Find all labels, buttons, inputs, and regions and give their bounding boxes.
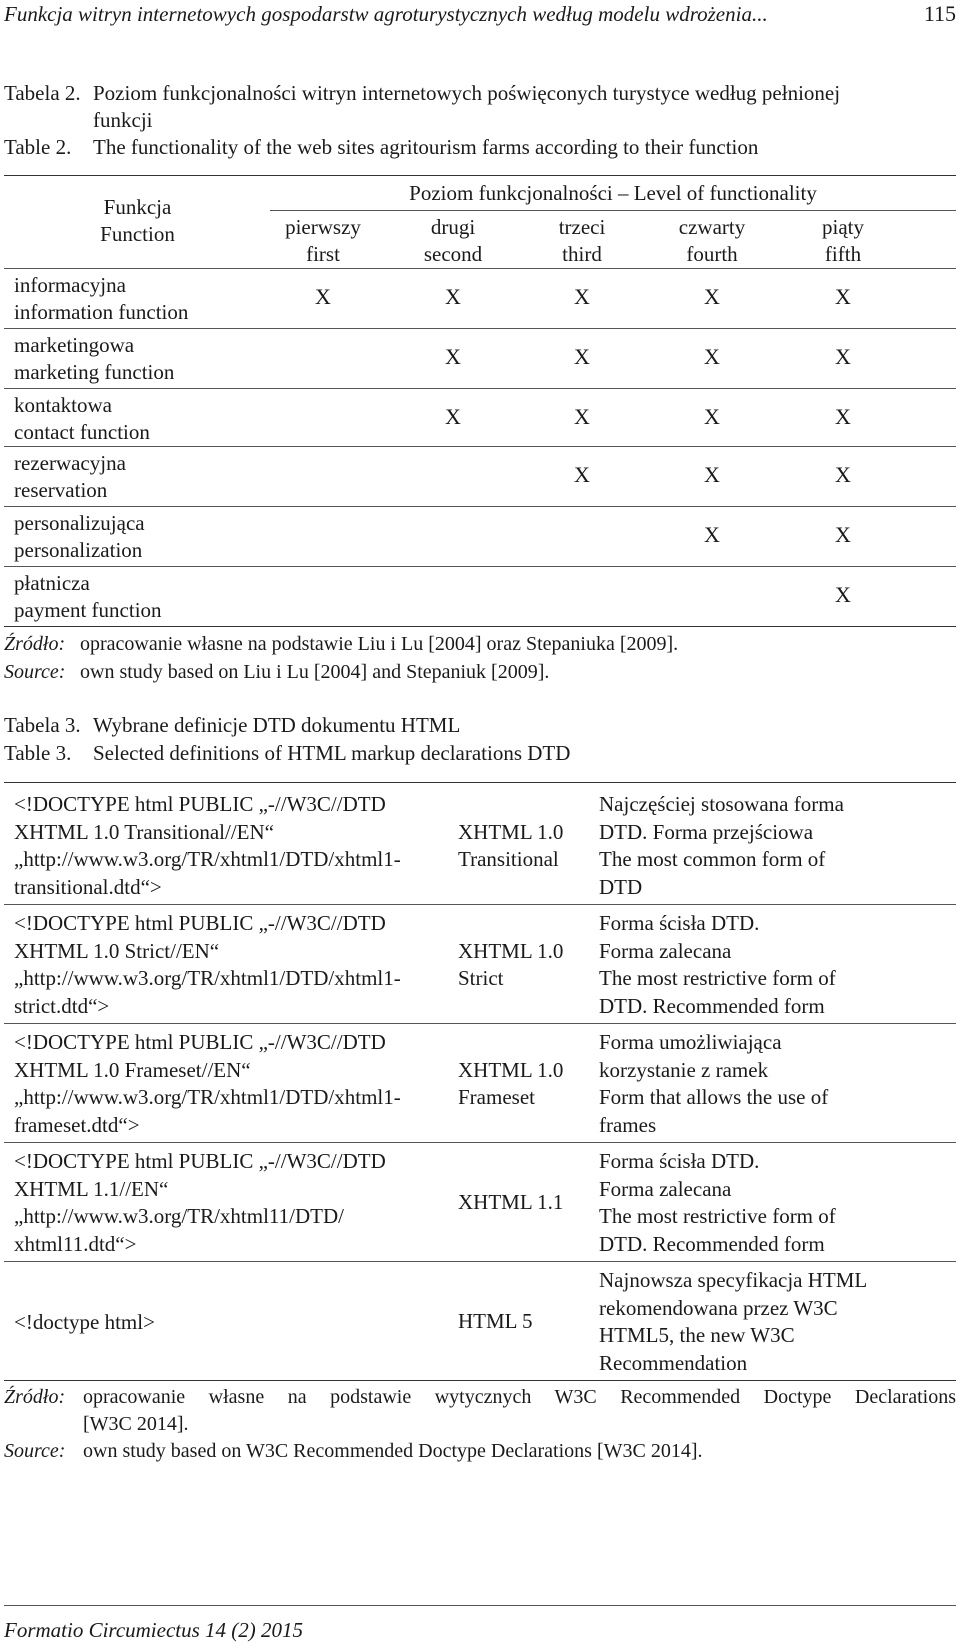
table2-row-rule bbox=[4, 328, 956, 329]
running-header bbox=[4, 0, 956, 30]
table2-level-1-en: first bbox=[306, 242, 340, 266]
table2-function-header-en: Function bbox=[100, 222, 175, 246]
table2-row-3-label-pl: kontaktowa bbox=[14, 393, 112, 417]
table3-row-5-version: HTML 5 bbox=[458, 1309, 533, 1334]
table3-caption-en: Selected definitions of HTML markup declarations DTD bbox=[93, 741, 571, 765]
table2-mark: X bbox=[704, 344, 720, 369]
table3-row-2-version: XHTML 1.0 bbox=[458, 938, 564, 963]
table2-mark: X bbox=[835, 522, 851, 547]
table2-caption-pl-label: Tabela 2. bbox=[4, 81, 81, 105]
table3-row-5-description: rekomendowana przez W3C bbox=[599, 1295, 838, 1320]
table2-mark: X bbox=[574, 344, 590, 369]
table3-row-3-version: Frameset bbox=[458, 1085, 535, 1109]
table2-header-rule bbox=[4, 268, 956, 269]
table2-mark: X bbox=[315, 284, 331, 309]
table2-caption-pl-line1: Poziom funkcjonalności witryn internetowych poświęconych turystyce według pełnionej bbox=[93, 81, 841, 105]
table2-level-2-en: second bbox=[423, 242, 483, 266]
table2-mark: X bbox=[704, 462, 720, 487]
table3-row-2-description: Forma ścisła DTD. bbox=[599, 911, 760, 935]
table3-source-en-label: Source: bbox=[4, 1440, 66, 1462]
table3-row-2-declaration: <!DOCTYPE html PUBLIC „-//W3C//DTD bbox=[14, 911, 386, 935]
footer-rule bbox=[4, 1605, 956, 1606]
table2-mark: X bbox=[574, 284, 590, 309]
table3-row-1-version: Transitional bbox=[458, 847, 559, 871]
table3-row-1-description: DTD bbox=[599, 874, 643, 899]
table2-row-1-label-pl: informacyjna bbox=[14, 273, 126, 297]
table3-row-2-declaration: strict.dtd“> bbox=[14, 993, 110, 1018]
table2-source-pl: opracowanie własne na podstawie Liu i Lu [2004] oraz Stepaniuka [2009]. bbox=[80, 633, 679, 655]
table3-row-3-description: korzystanie z ramek bbox=[599, 1057, 769, 1082]
table2-mark: X bbox=[835, 344, 851, 369]
table3-row-1-declaration: XHTML 1.0 Transitional//EN“ bbox=[14, 819, 274, 844]
table3-source-pl-label: Źródło: bbox=[4, 1386, 66, 1408]
table2-level-2-pl: drugi bbox=[430, 215, 476, 239]
table2-caption bbox=[4, 80, 956, 160]
table3-row-3-version: XHTML 1.0 bbox=[458, 1057, 564, 1082]
table2-row-4-label-pl: rezerwacyjna bbox=[14, 451, 126, 475]
table2-mark: X bbox=[835, 462, 851, 487]
table3-row-5-description: Recommendation bbox=[599, 1350, 748, 1375]
table3-row-5-declaration: <!doctype html> bbox=[14, 1309, 155, 1334]
table2-level-5-en: fifth bbox=[824, 242, 862, 266]
table3-row-rule bbox=[4, 904, 956, 905]
table2-mark: X bbox=[835, 404, 851, 429]
table2-level-4-pl: czwarty bbox=[678, 215, 746, 239]
table3-row-3-declaration: „http://www.w3.org/TR/xhtml1/DTD/xhtml1- bbox=[14, 1085, 401, 1109]
table3-row-2-declaration: „http://www.w3.org/TR/xhtml1/DTD/xhtml1- bbox=[14, 966, 401, 990]
table2-caption-en-label: Table 2. bbox=[4, 135, 72, 159]
table3-row-2-version: Strict bbox=[458, 966, 504, 990]
table3-row-5-description: HTML5, the new W3C bbox=[599, 1323, 795, 1347]
table2-level-header: Poziom funkcjonalności – Level of functionality bbox=[409, 181, 817, 205]
table3-row-4-declaration: „http://www.w3.org/TR/xhtml11/DTD/ bbox=[14, 1204, 344, 1228]
table3-row-1-version: XHTML 1.0 bbox=[458, 819, 564, 844]
table2-mark: X bbox=[704, 522, 720, 547]
table2-row-5-label-pl: personalizująca bbox=[14, 511, 145, 535]
table2-mark: X bbox=[445, 344, 461, 369]
table3-top-rule bbox=[4, 782, 956, 783]
table3-row-4-description: Forma zalecana bbox=[599, 1176, 732, 1201]
table2-level-3-en: third bbox=[562, 242, 602, 266]
table3-row-4-declaration: xhtml11.dtd“> bbox=[14, 1231, 137, 1256]
table3-row-4-description: DTD. Recommended form bbox=[599, 1231, 825, 1256]
table2-row-2-label-pl: marketingowa bbox=[14, 333, 135, 357]
table3-caption bbox=[4, 712, 956, 768]
table2-row-rule bbox=[4, 626, 956, 627]
table3-row-1-description: DTD. Forma przejściowa bbox=[599, 819, 814, 844]
table2-mark: X bbox=[704, 404, 720, 429]
table2-row-5-label-en: personalization bbox=[14, 538, 143, 562]
table3-row-rule bbox=[4, 1023, 956, 1024]
table3-row-1-declaration: „http://www.w3.org/TR/xhtml1/DTD/xhtml1- bbox=[14, 847, 401, 871]
table3-row-2-declaration: XHTML 1.0 Strict//EN“ bbox=[14, 938, 220, 963]
table3-row-4-declaration: <!DOCTYPE html PUBLIC „-//W3C//DTD bbox=[14, 1149, 386, 1173]
table2-mark: X bbox=[574, 462, 590, 487]
table2-row-6-label-en: payment function bbox=[14, 598, 162, 622]
table3-row-3-description: Forma umożliwiająca bbox=[599, 1030, 782, 1054]
table3-row-rule bbox=[4, 1380, 956, 1381]
table2-row-rule bbox=[4, 446, 956, 447]
table3-source bbox=[4, 1385, 956, 1469]
table2-source-pl-label: Źródło: bbox=[4, 633, 66, 655]
table2-mark: X bbox=[704, 284, 720, 309]
table3-row-4-version: XHTML 1.1 bbox=[458, 1190, 564, 1215]
table3-row-2-description: DTD. Recommended form bbox=[599, 993, 825, 1018]
table2-level-header-rule bbox=[270, 210, 956, 211]
table3-row-3-description: Form that allows the use of bbox=[599, 1085, 829, 1109]
table3-row-4-description: Forma ścisła DTD. bbox=[599, 1149, 760, 1173]
table3-row-4-description: The most restrictive form of bbox=[599, 1204, 836, 1228]
table2-row-2-label-en: marketing function bbox=[14, 360, 175, 384]
table2-caption-en: The functionality of the web sites agritourism farms according to their function bbox=[93, 135, 759, 159]
table2-row-1-label-en: information function bbox=[14, 300, 189, 324]
table3-row-1-declaration: transitional.dtd“> bbox=[14, 874, 162, 899]
table3-caption-pl: Wybrane definicje DTD dokumentu HTML bbox=[93, 713, 461, 737]
table3-row-3-declaration: <!DOCTYPE html PUBLIC „-//W3C//DTD bbox=[14, 1030, 386, 1054]
table2-mark: X bbox=[445, 404, 461, 429]
table2-source-en-label: Source: bbox=[4, 661, 66, 683]
table3-row-rule bbox=[4, 1261, 956, 1262]
table2-mark: X bbox=[445, 284, 461, 309]
table3-caption-en-label: Table 3. bbox=[4, 741, 72, 765]
table2-source-en: own study based on Liu i Lu [2004] and Stepaniuk [2009]. bbox=[80, 661, 550, 683]
table3-source-en: own study based on W3C Recommended Doctype Declarations [W3C 2014]. bbox=[83, 1440, 703, 1462]
table3-row-1-description: Najczęściej stosowana forma bbox=[599, 792, 844, 816]
table2-level-3-pl: trzeci bbox=[558, 215, 606, 239]
table2-level-4-en: fourth bbox=[686, 242, 738, 266]
table2-top-rule bbox=[4, 175, 956, 176]
table2-row-rule bbox=[4, 388, 956, 389]
table2-function-header-pl: Funkcja bbox=[103, 195, 172, 219]
journal-footer: Formatio Circumiectus 14 (2) 2015 bbox=[4, 1618, 304, 1642]
table3-row-1-declaration: <!DOCTYPE html PUBLIC „-//W3C//DTD bbox=[14, 792, 386, 816]
table3-row-3-declaration: frameset.dtd“> bbox=[14, 1112, 140, 1137]
table3-row-rule bbox=[4, 1142, 956, 1143]
table3-row-3-declaration: XHTML 1.0 Frameset//EN“ bbox=[14, 1057, 251, 1082]
running-header-title: Funkcja witryn internetowych gospodarstw agroturystycznych według modelu wdrożenia... bbox=[4, 2, 768, 26]
table3-caption-pl-label: Tabela 3. bbox=[4, 713, 81, 737]
table2-row-6-label-pl: płatnicza bbox=[14, 571, 90, 595]
page-number: 115 bbox=[923, 1, 956, 26]
table2-source bbox=[4, 632, 956, 692]
table3-row-2-description: Forma zalecana bbox=[599, 938, 732, 963]
table2-mark: X bbox=[835, 284, 851, 309]
table2-row-rule bbox=[4, 506, 956, 507]
table2-caption-pl-line2: funkcji bbox=[93, 108, 153, 132]
table3-row-1-description: The most common form of bbox=[599, 847, 826, 871]
table2-mark: X bbox=[574, 404, 590, 429]
table2-level-5-pl: piąty bbox=[822, 215, 864, 239]
table3-source-pl-line2: [W3C 2014]. bbox=[83, 1413, 189, 1435]
table3-row-5-description: Najnowsza specyfikacja HTML bbox=[599, 1268, 868, 1292]
table2-row-rule bbox=[4, 566, 956, 567]
table3-source-pl-line1: opracowanie własne na podstawie wytycznych W3C Recommended Doctype Declarations bbox=[83, 1386, 956, 1408]
table3-row-4-declaration: XHTML 1.1//EN“ bbox=[14, 1176, 169, 1201]
table3-row-3-description: frames bbox=[599, 1112, 657, 1137]
table2-row-3-label-en: contact function bbox=[14, 420, 150, 444]
table2-row-4-label-en: reservation bbox=[14, 478, 108, 502]
table2-level-1-pl: pierwszy bbox=[285, 215, 361, 239]
table2-mark: X bbox=[835, 582, 851, 607]
table3-row-2-description: The most restrictive form of bbox=[599, 966, 836, 990]
